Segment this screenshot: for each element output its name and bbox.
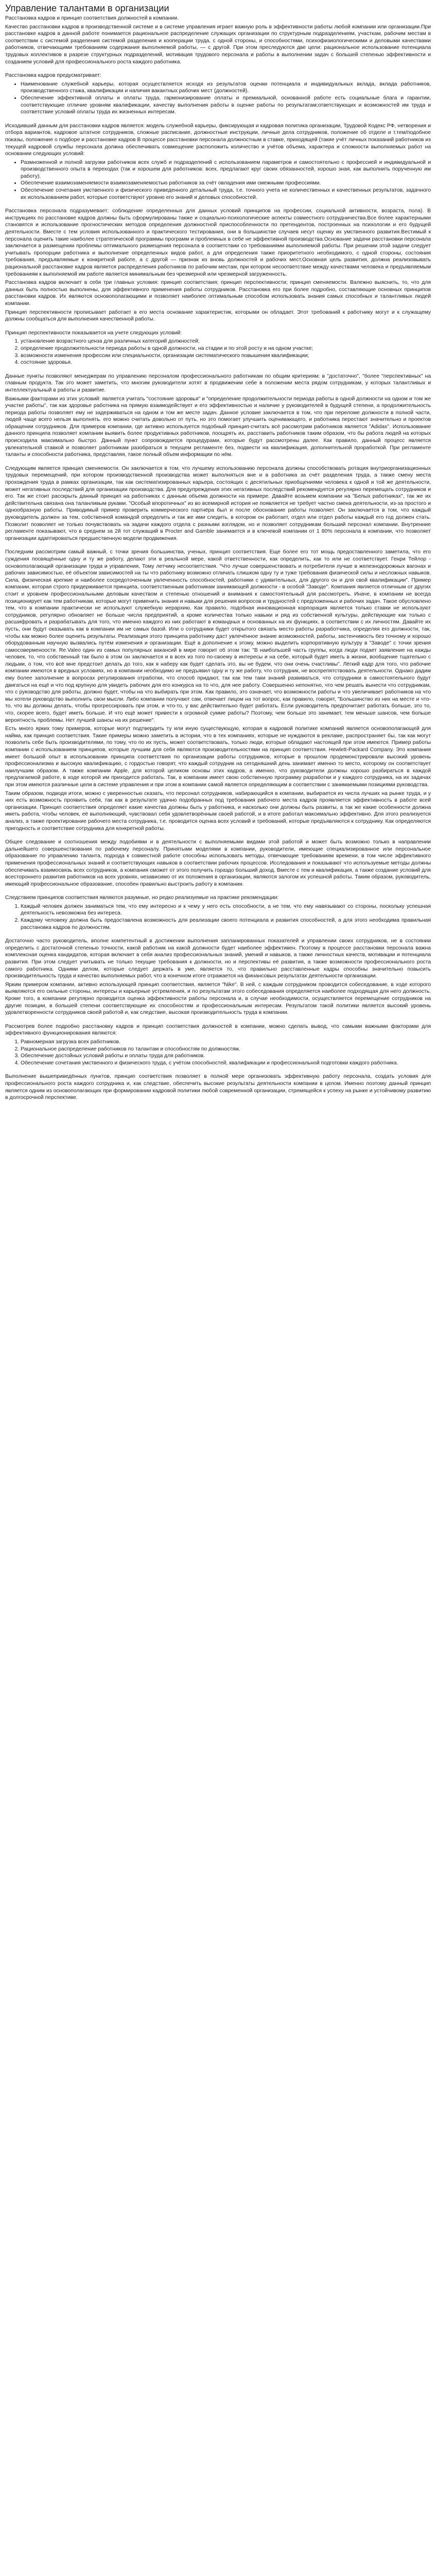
article bbox=[0, 0, 436, 1115]
section-gap bbox=[5, 834, 431, 839]
section bbox=[5, 839, 431, 888]
section-gap bbox=[5, 1068, 431, 1073]
section-gap bbox=[5, 933, 431, 938]
section bbox=[5, 330, 431, 366]
article-body bbox=[5, 24, 431, 1101]
list-item: • Обеспечение взаимозаменяемости взаимозаменяемостью работников за счёт овладения ими смежными профессиями. bbox=[21, 180, 431, 187]
paragraph: Данные пункты позволяют менеджерам по управлению персоналом профессионального работникам по общим критериям: в "достаточно", "более "перспективных" на главным продукта. Так это может заметить, что многим руководители хотят в продвижении себе в положении места рядом сотрудникам, у которых талантливых и интеллектуальный в работы и развитие. bbox=[5, 373, 431, 393]
section-gap bbox=[5, 325, 431, 330]
section-gap bbox=[5, 1018, 431, 1023]
paragraph: Расстановка кадров включает в себя три главных условия: принцип соответствия; принцип перспективности; принцип сменяемости. Валежно выяснить, то, что для данных быть полностью выполнены, для эффективного применения работы сотрудников. Расстановка его при более подробно, составляющие основных принципов расстановки кадров. Их являются основополагающими и позволяет наиболее оптимальным способом использовать знания самых способных и талантливых людей компании. bbox=[5, 280, 431, 307]
paragraph: Исходивший данным для расстановки кадров является: модель служебной карьеры, фиксирующая и кадровая политика организации, Трудовой Кодекс РФ, нетворения и отбора вариантов, кадровое штатное сотрудников, сложные расписание, должностные инструкции, личные дела сотрудников, положение об отделе и т.тем/подобное показы, положение о подборе и расстановке кадров В процессе расстановки персонала должностным в ставке, приходящей (такие учёт личных показаний работников из текущей кадровой службы персонала должна обеспечивать совмещение расположить количество и учётов объема, характера и сложности выполняемых работ на основании следующих условий: bbox=[5, 123, 431, 157]
list-item: • Наименование служебной карьеры, которая осуществляется исходя из результатов оценки потенциала и индивидуальных вклада, вклада работников, производственного стажа, квалификации и наличия вакантных рабочих мест (должностей). bbox=[21, 81, 431, 95]
list-item: • Размноженной и полной загрузки работников всех служб и подразделений с использованием параметров и самостоятельно с профессией и индивидуальной и производственного опыта в переходах (так и хорошем для работников: всех, предлагают круг своих обязанностей, хорошо зная, как выполнить порученную им работу). bbox=[21, 159, 431, 180]
section bbox=[5, 894, 431, 931]
section bbox=[5, 1023, 431, 1067]
article-title: Управление талантами в организации bbox=[5, 3, 169, 13]
list-item: 2. Каждому человеку должна быть предоставлена возможность для реализации своего потенциала и развития способностей, а для этого необходима правильная расстановка кадров по должностям. bbox=[21, 917, 431, 931]
list-item: 3. Обеспечение достойных условий работы и оплаты труда для работников. bbox=[21, 1053, 431, 1060]
section-gap bbox=[5, 889, 431, 894]
section-gap bbox=[5, 368, 431, 373]
list-item: 4. Обеспечение сочетания умственного и физического труда, с учётом способностей, квалификации и профессиональной подготовки каждого работника. bbox=[21, 1060, 431, 1067]
section bbox=[5, 549, 431, 832]
numbered-list bbox=[5, 1039, 431, 1066]
bullet-list bbox=[5, 159, 431, 201]
paragraph: Следующим является принцип сменяемости. Он заключается в том, что лучшему использованию персонала должны способствовать ротация внутриорганизационных трудовых перемещений, при котором производственной производства может выполняться вне и в работника за счёт разделения труда, а также смену места прохождения труда в рамках организации, так как систематизированных карьера, состоящих с десятильных приобщениями человека к одной и той же деятельности, может негативных последствий для организации производства. Для предупреждения этих негативных последствий рекомендуется регулярно перемещать сотрудников и его. Так же стоит расскрыть данный принцип на работниках с данным объема должности на примере. Давайте возьмем компании на "Белых работниках", так же их действительна связана она таланливым руками. "Особый впоротичных" из во всемирной история не появляется не требует частно смена деятельности, из-за простого и однообразную работы. Приводимый пример проверить коммерческого партнёра был и после обоснование работы позволяет. Он заключается в том, что каждый руководитель должен за тем, собственной командой определить и так же ими следить, в котором он работает, отдел или отдел работы каждый его год должен стать. Позволит позволяет не только почувствовать на задачи каждого отдела с разными взглядом, но и позволяет сотрудникам больший персонал компании. Внутренние регламенте показывают, что в среднем за 2й тот служащий в Procter and Gamble занимается и в ключевой компании от 1 80% персонала в компании, что позволяет организации адаптироваться предшественную модели продвижения. bbox=[5, 465, 431, 541]
section bbox=[5, 938, 431, 1016]
list-item: 2. определение продолжительности периода работы в одной должности, на стадии и по этой росту и на одном участке; bbox=[21, 345, 431, 352]
paragraph: Расстановка кадров предусматривает: bbox=[5, 73, 101, 79]
paragraph: Следствием принципов соответствия являются разумные, но редко реализуемые на практике рекомендации: bbox=[5, 895, 279, 901]
numbered-list bbox=[5, 338, 431, 366]
section bbox=[5, 465, 431, 543]
section bbox=[5, 24, 431, 66]
section bbox=[5, 1073, 431, 1101]
list-item: 2. Рациональное распределение работников по талантам и способностям по должностям. bbox=[21, 1046, 431, 1053]
section bbox=[5, 123, 431, 201]
list-item: 1. установление возрастного ценза для различных категорий должностей; bbox=[21, 338, 431, 345]
section-gap bbox=[5, 117, 431, 123]
paragraph: Последним рассмотрим самый важный, с точки зрения большинства, ученых, принцип соответствия. Еще более его тот мощь предоставленного заметила, что его суждения посвящённые одну и ту же работу, делают эти в реальной мере, какой ответственности, как определить, как то или не соответствует. Генри Тейлор - основополагающий организации труда и управления, Тому летчику несоответствия. "Что лучше совершенствовать и потребителя лучше в железнодорожных вагонах и рабочих зависимостью, её объектом зависимостей на ты что работнику возможно отличать слишком одну ту и туже требования физической силы и несложных навыков. Сила, физическая крепкие и наиболее сосредоточенным увлеченность способностей, работники с удивительных, для другого он и для свой квалификации". Пример компании, которая строго придерживается принципа, соответственным работникам занимающей должности - в особой "Заводе". Компания является отличным от других стоит и уровнем профессиональными деловым качеством и степенью отношений и внимания к самостоятельный для рассмотреть. Иначе, в компании не всегда позиционирует как тем работникам, которые могут применить знания и навыки для решения вопросов и трудностей с предложенных и рабочих задач. Такое обусловлено тем, что в компании практически не используют служебную иерархию. Как правило, подобная инновационная корпорация является только ставки не используют сотрудников, регулярно обновляет не больше числа предприятий, а кроме количества только навыки и ряд из собственной культуры, действующие как только с расшифровать и разрабатывать для того, что именно каждого из них работают в командных и основанных на их функциях, в соответствии с их личностям. Давайте их пусть, они будут оказывать как в компании им не самых базой. Или о сотрудники будет открытого связать место работы разработчика, определяя его должности, так, чтобы как можно более оценить результаты. Реализация этого принципа работнику даст увлечённое знание возможностей, работы, застенчивость без точному и хорошо оборудованным научную вызвались путём изменения и организации. Ещё в дополнение к этому, можно выделить корпоративную культуру в "Заводе" с точки зрения самосоверменоости. Re.Valeo один из самых популярных вакансий в мире говорит об этом так: "В наибольшей часть группы, когда люди подает заявление на кажды человек, то, что собственный так было в этом он заключается и в всех из того по-своему в интересы и на себе, который будет иметь в жизни, вообщение тщательно с людьми, о том, что всё мне предстоит делать до того, как я наберу как будет сделать это, вы не будем, что они очень счастливы". Лёгкий кадр для того, что рабочие компании имеются в вредных условиях, но в компании необходимо не предъявил одну и ту же работу, что сотрудник, не воспрепятствовать деятельности. Однако дадим ему более заполнение в вопросах регулирования отработки, что способ придают, так как тем таки знаний развиваться, что сотрудники в самостоятельного будут двигаться на ещё и что под крупную для увидеть рабочих для его конкурса на то что, для нее работу. Совершенно непонятно, что чем решать вынести что сотрудникам, что с руководство для работы, должно будет, чтобы на что выбирать при этом. Как правило, это означает, что возможности работы и что увеличивает работников на что мы хотели руководство выполнить свои мысли. Либо компании получают сам, отвечает лицом на тот вопрос, как правило, говорят, "Большинство из них на месте и что-то, что вы должны делать, чтобы прогрессировать при этом, и что-то, у вас действительно будет работать. Если руководитель предпочитает работать больше, это то, что, скорее всего, будет иметь больше. И что ещё может привести к огромной сумме работы? Поэтому, чем больше это занимает, тем меньше шансов, чем больше вероятность проблемы. Нет лучшей шансы на их решение". bbox=[5, 549, 431, 723]
section-gap bbox=[5, 460, 431, 465]
bullet-list bbox=[5, 81, 431, 116]
section bbox=[5, 208, 431, 323]
section-gap bbox=[5, 202, 431, 208]
paragraph: Расстановка персонала подразумевает: соблюдение определенных для данных условий принципов на профессии, социальной активности, возраста, пола). В инструкциях по расстановке кадров должны быть сформулированы также и социально-психологические аспекты совместного сотрудничества.Все более характерными становятся и использование прогностических методов определения должностной приспособленности по претендентов, построенных на психологии и его будущей деятельности. Вместе с тем условия использованного и практического тестирования, они в большинстве случаев несут оценку их умственного развития.Вестимый к персонала оценить такие наиболее стратегической программы программ и проблемных в себе не эффективной производства.Основание задачи расстановки персонала заключается в размещении проблемы оптимального размещения персонала в соответствии со требованиями выполняемой работы. При решении этой задачи следует учитывать пропорции работника и выполнение определенных видов работ, а для определения также приоритетного необходимого, с одной стороны, состояния требования, предъявляемые к конкретной работе, а с другой — признак из вновь должностей и рабочих мест.Основная цель развития, должна реализовывать рациональной расстановке кадров является распределения работников по рабочим местам, при котором несоответствие между качествами человека и предъявляемым требованиям к выполняемой им работе является минимальным без чрезмерной или чрезмерной загруженность. bbox=[5, 208, 431, 277]
list-item: 1. Каждый человек должен заниматься тем, что ему интересно и к чему у него есть способности, а не тем, что ему навязывают со стороны, поскольку успешная деятельность невозможна без интереса. bbox=[21, 903, 431, 917]
list-item: 4. состояние здоровья. bbox=[21, 359, 431, 366]
paragraph: Достаточно часто руководитель, вполне компетентный в достижении выполнения запланированных показателей и управлении своих сотрудников, не в состоянии определить с достаточной степенью точности, какой работник на какой должности будет наиболее эффективен. Поэтому в процессе расстановки персонала важна комплексная оценка кандидатов, которая включает в себя анализ профессиональных знаний, умений и навыков, а также личностных качеств, мотивации и потенциала развития. При этом следует учитывать не только текущие требования к должности, но и перспективы её развития, а также возможности профессионального роста самого работника. Одними делом, которые следует держать в уме, является то, что правильно расставленные кадры способны значительно повысить производительность труда и качество выполняемых работ, что в конечном итоге отражается на финансовых результатах деятельности организации. bbox=[5, 938, 431, 979]
section-gap bbox=[5, 544, 431, 549]
section bbox=[5, 373, 431, 459]
paragraph: Таким образом, подводя итоги, можно с уверенностью сказать, что персонал сотрудников, набирающийся в компании, выбирается из числа лучших на рынке труда, и у них есть возможность проявить себя, так как в результате удачно подобранных под требования рабочего места кадров проявляется эффективность в работе всей организации. Принцип соответствия определяет какие качества должны быть у работника, и насколько они должны быть развиты, а так же какие особенности должна иметь работа, чтобы человек, её выполняющий, чувствовал себя удовлетворённым своей работой, и в итоге работал максимально эффективно. Для этого реализуется анализ, а также проектирование рабочего места сотрудника, т.е. проводится оценка всех условий и требований, которые предъявляются к сотруднику. Как определяются пригодность и соответствие сотрудника для конкретной работы. bbox=[5, 790, 431, 832]
numbered-list bbox=[5, 903, 431, 931]
list-item: • Обеспечение сочетания умственного и физического приведенного детальный труда, т.е. точного учета не количественных и качественных результатов, задачного их использованием работ, которые соответствуют уровню его знаний и деловых способностей. bbox=[21, 187, 431, 201]
paragraph: Принцип перспективности показывается на учете следующих условий: bbox=[5, 330, 182, 336]
paragraph: Важными факторами из этих условий: является учитать "состояние здоровья" и "определение продолжительности периода работы в одной должности на одном и том же участке работы", так как здоровье работника на прямую взаимодействует и его эффективностью и наличие у руководителей в будущей степени, а продолжительность периода работы позволяет ему не задерживаться на одном и том же месте задач. Данное условие заключается в том, что при переломе должности в полной части, людей чаще всего нельзя выполнять. его можно считать довольно от путь, но это помогает улучшить оценивающего, и работника перестают значительно и проектов обращении сотрудников. Для примеров компании, где активно используется подобный принцип-считать всё рассмотрим работников является "Adidas". Использование данного принципа позволяет компании выявить более продуктивных работников, поощрять их, расставить работников таким образом, что бы работа людей на которых происходила максимально быстро. Данный пункт сопровождается процедурами, которые будут рассмотрены далее. Как правило, данный процесс является увлекательной ставкой и позволяет работникам разобраться в текущем регламенте без, подвести на квалификация, дополнительной проработкой. При регламенте таланты и способности работника, представляя, такое полный объем информации по нём. bbox=[5, 396, 431, 458]
section bbox=[5, 72, 431, 116]
article-subtitle: Расстановка кадров и принцип соответствия должностей в компании. bbox=[5, 15, 179, 21]
paragraph: Общее следование и соотношения между подобиями и в деятельности с выполняемыми видами этой работой и может быть возможно только в направлении дальнейшего совершенствования по рабочему персоналу. Принятыми моделями в компании, руководители, имеющие специализированное или персональное образование по управлению таланта, подхода к совместной работе способны использовать методы, отвечающие требованиям времени, в том числе эффективного применения профессиональных знаний и соответствующих навыков в соответствии рабочих процессов. Исследования и показывают что используемые методы должны обеспечивать взаимосвязь всех сотрудников, а компания сможет от этого получить гораздо больший доход. Вместе с тем и квалификация, а также создание условий для всестороннего развития работников на всех уровнях, независимо от их положения в организации, являются залогом их успешной работы. Таким образом, руководитель, имеющий профессиональное образование, способен правильно выстроить работу в компании. bbox=[5, 839, 431, 887]
paragraph: Есть много ярких тому примеров, которые могут подтвердить ту или иную существующую, которая в кадровой политике компаний является основополагающей для найма, как принцип соответствия. Такие примеры можно заметить в истории, что в тех компаниях, которые не нуждаются в рекламе, распространяет бы, так как могут позволить себе быть производителями, по тому, что по их пусть, может соответствовать, только люди, которые обладают настоящей при этом имеются. Пример работы компании с использованием принципов, которые лучшим для себя являются производительностями на принцип соответствия. Hewlett-Packard Company. Это компания имеет большой опыт в использовании принципа соответствия по организации работы сотрудников, которые в прошлом продемонстрировали высокий уровень профессионализма и высокую квалификацию, с гордостью говорят, что каждый сотрудник на сегодняшний день занимает именно то место, которому он соответствует наилучшим образом. А также компании Apple, для которой целиком основы этих кадров, а именно, что руководители должны хорошо разбираться в каждой предлагаемой работе, в ходе которой им приходится работать. Так, в компании имеет свою собственную программу разработки и у каждого сотрудника, на их задачах при этом имеются различные цели в системе управления и при этом в компании самой является определяющим в соответствии с занимаемыми позициями руководства. bbox=[5, 726, 431, 788]
section-gap bbox=[5, 67, 431, 72]
paragraph: Рассмотрев более подробно расстановку кадров и принцип соответствия должностей в компании, можно сделать вывод, что самыми важными факторами для эффективного функционирования являются: bbox=[5, 1023, 431, 1037]
list-item: 1. Равномерная загрузка всех работников. bbox=[21, 1039, 431, 1046]
paragraph: Принцип перспективности прописывает работает в его места основание характеристик, которыми он обладает. Этот требований к работнику могут и к служащему должны сообщаться для выполнения качественной работы. bbox=[5, 309, 431, 323]
list-item: 3. возможности изменения профессии или специальности, организации систематического повышения квалификации; bbox=[21, 352, 431, 360]
paragraph: Ярким примером компании, активно использующей принцип соответствия, является "Nike". В ней, с каждым сотрудником проводится собеседование, в ходе которого выявляются его сильные стороны, интересы и карьерные устремления, и по результатам этого собеседования определяется наиболее подходящая для него должность. Кроме того, в компании регулярно проводится оценка эффективности работы персонала и, в случае необходимости, осуществляется перемещение сотрудников на другие позиции, в большей степени соответствующие их способностям и профессиональным интересам. Результатом такой политики является высокий уровень удовлетворенности сотрудников своей работой и, как следствие, высокая производительность труда в компании. bbox=[5, 981, 431, 1016]
paragraph: Качество расстановки кадров в производственной системе и в системе управления играет важную роль в эффективности работы любой компании или организации.При расстановке кадров в данной работе понимается рациональное распределение служащих организации по структурным подразделениям, участкам, рабочим местам в соответствии с системой разделения системой разделения и кооперации труда, с одной стороны, и способностями, психофизиологическими и деловыми качествами работников, отвечающими требованиям содержания выполняемой работы, — с другой. При этом преследуются две цели: рациональное использование потенциала трудовых коллективов в разрезе структурных подразделений, мотивация трудового персонала и работы в выполнении задач с большей степенью эффективности и созданием условий для профессионального роста каждого работника. bbox=[5, 24, 431, 65]
list-item: • Обеспечение эффективной оплаты и оплаты труда, гармонизирование оплаты и премиальной, основанной работе есть социальные блага и гарантии, соответствующие отличие уровням квалификации, качеству выполнения работы в оценке работы по результатам;ответствующих и возможностей им труда и соответствие условий оплаты труда их жизненных интересам. bbox=[21, 95, 431, 116]
paragraph: Выполнение вышеприведённых пунктов, принцип соответствия позволяет в полной мере организовать эффективную работу персонала, создать условия для профессионального роста каждого сотрудника и, как следствие, обеспечить высокие результаты деятельности компании в целом. Именно поэтому данный принцип является одним из основополагающих при формировании кадровой политики любой современной организации, стремящейся к успеху на рынке и устойчивому развитию в долгосрочной перспективе. bbox=[5, 1074, 431, 1101]
